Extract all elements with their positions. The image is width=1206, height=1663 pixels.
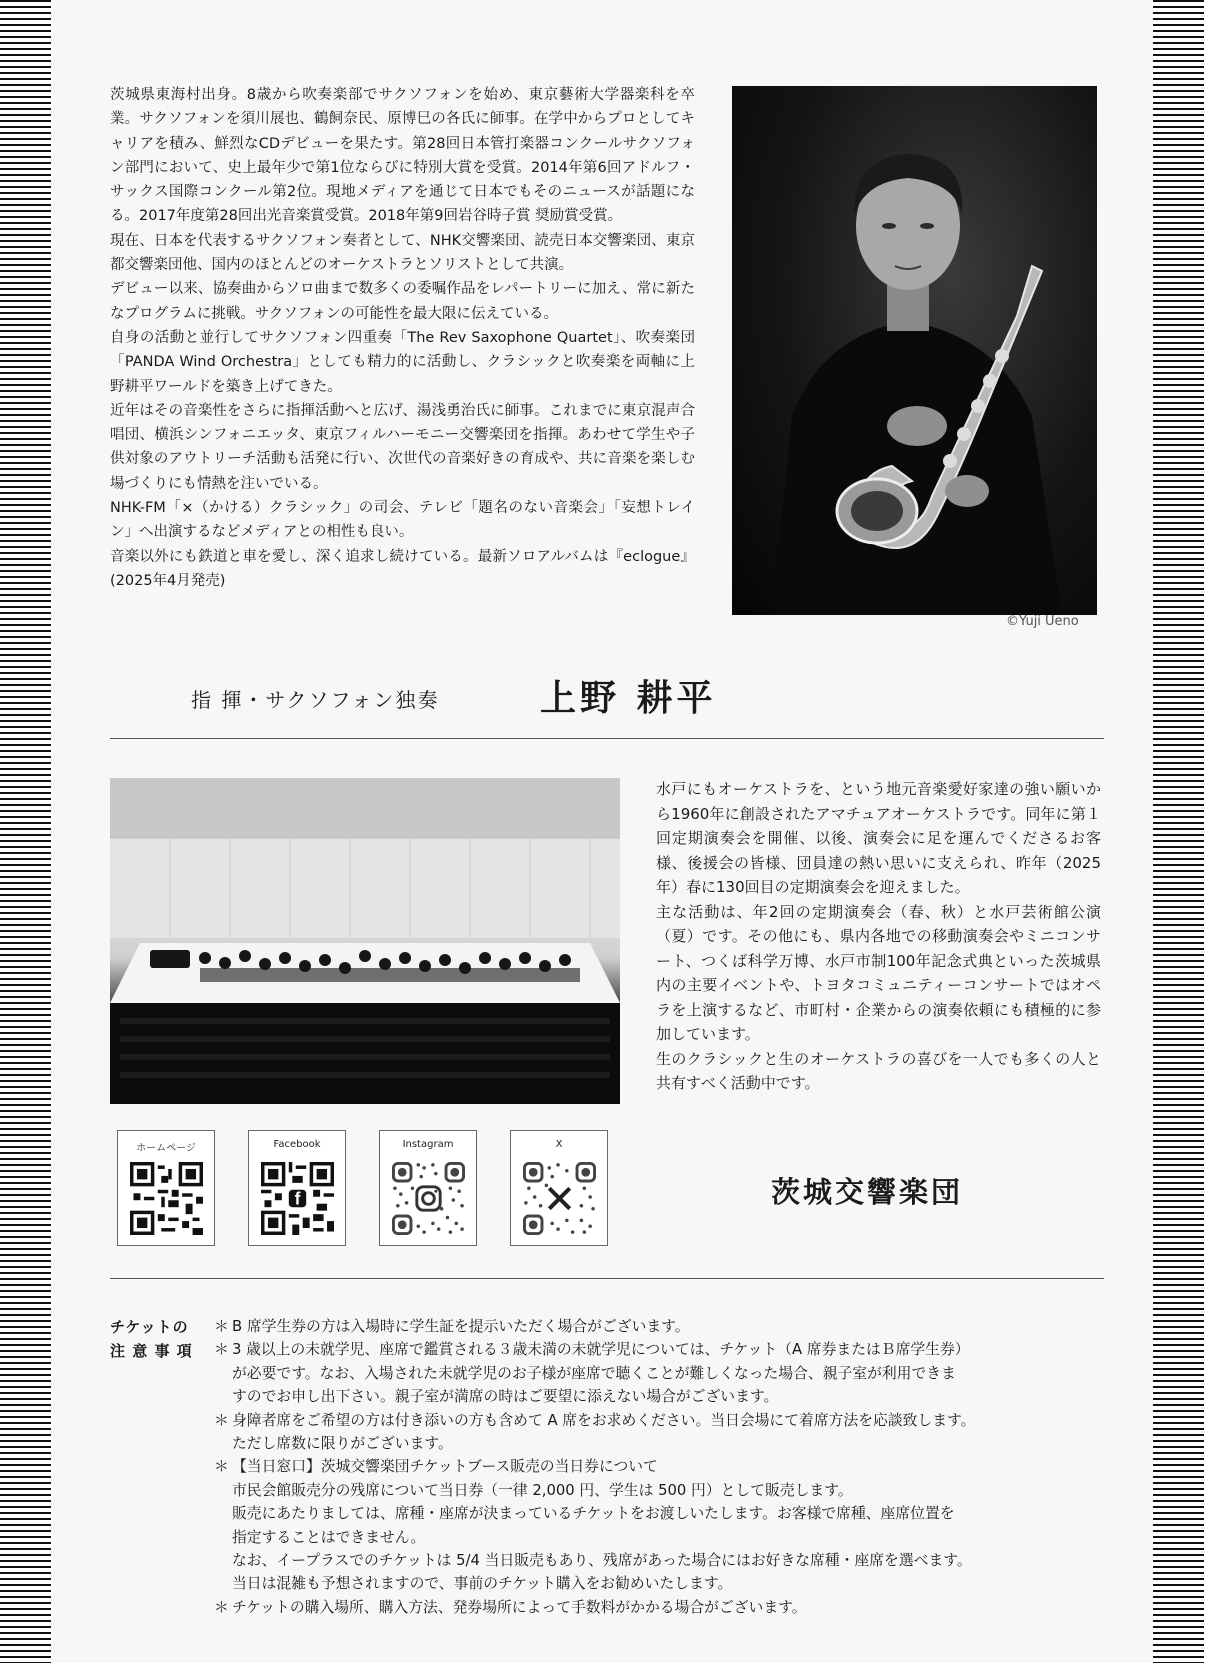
- left-stripe-border: [0, 0, 51, 1663]
- qr-label: Instagram: [402, 1139, 454, 1150]
- bio-paragraph: デビュー以来、協奏曲からソロ曲まで数多くの委嘱作品をレパートリーに加え、常に新たなプログラムに挑戦。サクソフォンの可能性を最大限に伝えている。: [110, 281, 695, 322]
- svg-text:f: f: [294, 1188, 301, 1209]
- qr-facebook[interactable]: [248, 1130, 346, 1246]
- orchestra-paragraph: 生のクラシックと生のオーケストラの喜びを一人でも多くの人と共有すべく活動中です。: [656, 1049, 1101, 1092]
- note-line: 当日は混雑も予想されますので、事前のチケット購入をお勧めいたします。: [232, 1575, 733, 1593]
- qr-homepage[interactable]: [117, 1130, 215, 1246]
- note-line: 市民会館販売分の残席について当日券（一律 2,000 円、学生は 500 円）として販売します。: [232, 1481, 853, 1499]
- bio-paragraph: 現在、日本を代表するサクソフォン奏者として、NHK交響楽団、読売日本交響楽団、東京都交響楽団他、国内のほとんどのオーケストラとソリストとして共演。: [110, 232, 695, 274]
- note-bullet: ＊: [214, 1458, 229, 1476]
- ticket-notes-title: [110, 1315, 200, 1363]
- note-line: 指定することはできません。: [232, 1528, 426, 1546]
- ticket-notes-title-line: 注 意 事 項: [110, 1342, 193, 1360]
- orchestra-name: 茨城交響楽団: [771, 1175, 964, 1209]
- note-bullet: ＊: [214, 1318, 229, 1335]
- ticket-note: [214, 1338, 1149, 1408]
- bio-paragraph: NHK-FM「×（かける）クラシック」の司会、テレビ「題名のない音楽会」「妄想トレイン」へ出演するなどメディアとの相性も良い。: [110, 500, 695, 541]
- photo-credit: ©Yuji Ueno: [1006, 614, 1079, 629]
- note-line: が必要です。なお、入場された未就学児のお子様が座席で聴くことが難しくなった場合、親子室が利用できま: [232, 1364, 956, 1382]
- bio-paragraph: 音楽以外にも鉄道と車を愛し、深く追求し続けている。最新ソロアルバムは『eclogue』 (2025年4月発売): [110, 548, 695, 589]
- qr-label: ホームページ: [136, 1143, 196, 1154]
- note-line: B 席学生券の方は入場時に学生証を提示いただく場合がございます。: [232, 1318, 690, 1335]
- orchestra-photo: [110, 778, 620, 1104]
- note-line: ただし席数に限りがございます。: [232, 1435, 453, 1453]
- ticket-notes-list: [214, 1315, 1149, 1619]
- soloist-portrait-photo: [732, 86, 1097, 615]
- note-line: 3 歳以上の未就学児、座席で鑑賞される３歳未満の未就学児については、チケット（A 席券またはＢ席学生券）: [232, 1341, 970, 1359]
- ticket-note: [214, 1455, 1149, 1595]
- note-line: なお、イープラスでのチケットは 5/4 当日販売もあり、残席があった場合にはお好きな席種・座席を選べます。: [232, 1552, 972, 1570]
- ticket-notes-title-line: チケットの: [110, 1318, 189, 1336]
- bio-paragraph: 自身の活動と並行してサクソフォン四重奏「The Rev Saxophone Quartet」、吹奏楽団「PANDA Wind Orchestra」としても精力的に活動し、クラシックと吹奏楽を両軸に上野耕平ワールドを築き上げてきた。: [110, 329, 695, 395]
- qr-label: Facebook: [273, 1139, 321, 1150]
- orchestra-illustration: [110, 778, 620, 1104]
- note-bullet: ＊: [214, 1598, 229, 1616]
- orchestra-paragraph: 水戸にもオーケストラを、という地元音楽愛好家達の強い願いから1960年に創設されたアマチュアオーケストラです。同年に第１回定期演奏会を開催、以後、演奏会に足を運んでくださるお客様、後援会の皆様、団員達の熱い思いに支えられ、昨年（2025年）春に130回目の定期演奏会を迎えました。: [656, 780, 1101, 896]
- orchestra-description: [656, 777, 1101, 1096]
- note-line: すのでお申し出下さい。親子室が満席の時はご要望に添えない場合がございます。: [232, 1388, 779, 1406]
- qr-label: X: [555, 1139, 563, 1150]
- note-line: 身障者席をご希望の方は付き添いの方も含めて A 席をお求めください。当日会場にて着席方法を応談致します。: [232, 1411, 976, 1429]
- flyer-page: [51, 0, 1153, 1663]
- bio-paragraph: 茨城県東海村出身。8歳から吹奏楽部でサクソフォンを始め、東京藝術大学器楽科を卒業。サクソフォンを須川展也、鶴飼奈民、原博巳の各氏に師事。在学中からプロとしてキャリアを積み、鮮烈なCDデビューを果たす。第28回日本管打楽器コンクールサクソフォン部門において、史上最年少で第1位ならびに特別大賞を受賞。2014年第6回アドルフ・サックス国際コンクール第2位。現地メディアを通じて日本でもそのニュースが話題になる。2017年度第28回出光音楽賞受賞。2018年第9回岩谷時子賞 奨励賞受賞。: [110, 87, 695, 225]
- ticket-note: [214, 1315, 1149, 1338]
- facebook-icon: [261, 1162, 334, 1235]
- section-divider: [110, 738, 1104, 739]
- orchestra-paragraph: 主な活動は、年2回の定期演奏会（春、秋）と水戸芸術館公演（夏）です。その他にも、県内各地での移動演奏会やミニコンサート、つくば科学万博、水戸市制100年記念式典といった茨城県内の主要イベントや、トヨタコミュニティーコンサートではオペラを上演するなど、市町村・企業からの演奏依頼にも積極的に参加しています。: [656, 902, 1101, 1043]
- note-bullet: ＊: [214, 1341, 229, 1359]
- soloist-biography: [110, 83, 695, 593]
- qr-instagram[interactable]: [379, 1130, 477, 1246]
- portrait-illustration: [732, 86, 1097, 615]
- right-stripe-border: [1153, 0, 1204, 1663]
- qr-code-icon: [130, 1162, 203, 1235]
- note-bullet: ＊: [214, 1411, 229, 1429]
- ticket-note: [214, 1409, 1149, 1456]
- qr-x[interactable]: [510, 1130, 608, 1246]
- ticket-note: [214, 1596, 1149, 1619]
- note-line: 販売にあたりましては、席種・座席が決まっているチケットをお渡しいたします。お客様で席種、座席位置を: [232, 1505, 955, 1523]
- section-divider: [110, 1278, 1104, 1279]
- soloist-name: 上野 耕平: [540, 677, 717, 719]
- bio-paragraph: 近年はその音楽性をさらに指揮活動へと広げ、湯浅勇治氏に師事。これまでに東京混声合唱団、横浜シンフォニエッタ、東京フィルハーモニー交響楽団を指揮。あわせて学生や子供対象のアウトリーチ活動も活発に行い、次世代の音楽好きの育成や、共に音楽を楽しむ場づくりにも情熱を注いでいる。: [110, 402, 695, 492]
- instagram-icon: [392, 1162, 465, 1235]
- note-line: チケットの購入場所、購入方法、発券場所によって手数料がかかる場合がございます。: [232, 1598, 807, 1616]
- note-line: 【当日窓口】茨城交響楽団チケットブース販売の当日券について: [232, 1458, 658, 1476]
- x-icon: [523, 1162, 596, 1235]
- soloist-role: 指 揮・サクソフォン独奏: [191, 688, 440, 712]
